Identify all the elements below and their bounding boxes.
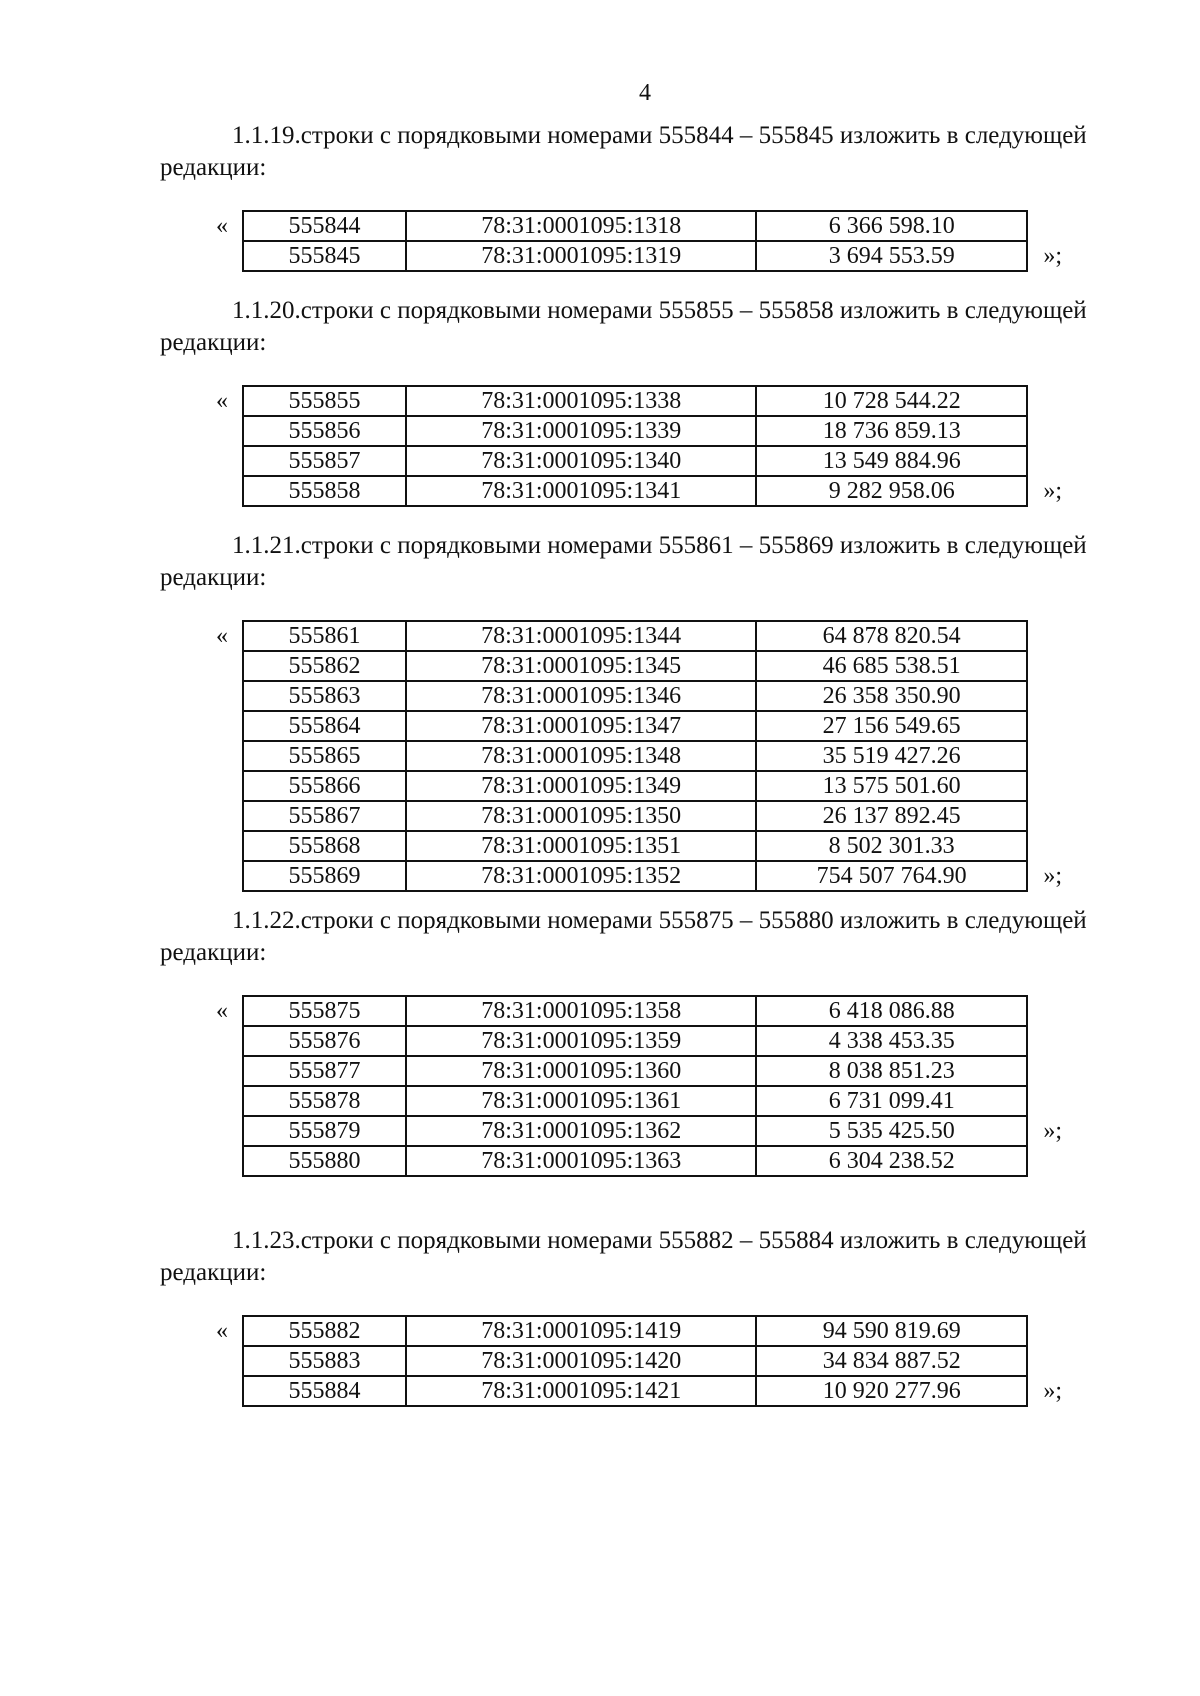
amendment-table-wrapper <box>216 385 1062 507</box>
table-row <box>243 386 1027 416</box>
table-row <box>243 621 1027 651</box>
row-number-cell: 555878 <box>243 1086 406 1116</box>
row-number-cell: 555884 <box>243 1376 406 1406</box>
row-number-cell: 555863 <box>243 681 406 711</box>
amendment-table-wrapper <box>216 210 1062 272</box>
value-cell: 754 507 764.90 <box>756 861 1027 891</box>
page-number: 4 <box>639 80 651 106</box>
cadastral-number-cell: 78:31:0001095:1360 <box>406 1056 756 1086</box>
section-heading: 1.1.21.строки с порядковыми номерами 555861 – 555869 изложить в следующей редакции: <box>160 532 1087 591</box>
row-number-cell: 555858 <box>243 476 406 506</box>
row-number-cell: 555864 <box>243 711 406 741</box>
value-cell: 26 137 892.45 <box>756 801 1027 831</box>
table-row <box>243 1086 1027 1116</box>
table-row <box>243 476 1027 506</box>
cadastral-number-cell: 78:31:0001095:1348 <box>406 741 756 771</box>
value-cell: 3 694 553.59 <box>756 241 1027 271</box>
cadastral-number-cell: 78:31:0001095:1349 <box>406 771 756 801</box>
value-cell: 6 366 598.10 <box>756 211 1027 241</box>
amendment-table-wrapper <box>216 1315 1062 1407</box>
row-number-cell: 555883 <box>243 1346 406 1376</box>
cadastral-number-cell: 78:31:0001095:1346 <box>406 681 756 711</box>
value-cell: 26 358 350.90 <box>756 681 1027 711</box>
value-cell: 6 418 086.88 <box>756 996 1027 1026</box>
amendment-section <box>160 530 1140 892</box>
close-quote: »; <box>1043 243 1062 269</box>
value-cell: 27 156 549.65 <box>756 711 1027 741</box>
amendment-section <box>160 120 1140 272</box>
table-row <box>243 1026 1027 1056</box>
row-number-cell: 555879 <box>243 1116 406 1146</box>
cadastral-number-cell: 78:31:0001095:1358 <box>406 996 756 1026</box>
table-row <box>243 681 1027 711</box>
open-quote: « <box>216 623 228 649</box>
table-row <box>243 801 1027 831</box>
row-number-cell: 555861 <box>243 621 406 651</box>
cadastral-number-cell: 78:31:0001095:1318 <box>406 211 756 241</box>
cadastral-number-cell: 78:31:0001095:1363 <box>406 1146 756 1176</box>
value-cell: 46 685 538.51 <box>756 651 1027 681</box>
value-cell: 10 728 544.22 <box>756 386 1027 416</box>
section-heading: 1.1.20.строки с порядковыми номерами 555855 – 555858 изложить в следующей редакции: <box>160 297 1087 356</box>
row-number-cell: 555856 <box>243 416 406 446</box>
amendment-section <box>160 905 1140 1177</box>
cadastral-number-cell: 78:31:0001095:1359 <box>406 1026 756 1056</box>
cadastral-number-cell: 78:31:0001095:1352 <box>406 861 756 891</box>
cadastral-number-cell: 78:31:0001095:1341 <box>406 476 756 506</box>
row-number-cell: 555875 <box>243 996 406 1026</box>
row-number-cell: 555845 <box>243 241 406 271</box>
close-quote: »; <box>1043 1118 1062 1144</box>
table-row <box>243 1376 1027 1406</box>
value-cell: 4 338 453.35 <box>756 1026 1027 1056</box>
value-cell: 35 519 427.26 <box>756 741 1027 771</box>
cadastral-number-cell: 78:31:0001095:1340 <box>406 446 756 476</box>
value-cell: 8 038 851.23 <box>756 1056 1027 1086</box>
table-row <box>243 1346 1027 1376</box>
row-number-cell: 555855 <box>243 386 406 416</box>
cadastral-number-cell: 78:31:0001095:1351 <box>406 831 756 861</box>
amendment-table <box>242 995 1028 1177</box>
cadastral-number-cell: 78:31:0001095:1345 <box>406 651 756 681</box>
cadastral-number-cell: 78:31:0001095:1319 <box>406 241 756 271</box>
table-row <box>243 241 1027 271</box>
cadastral-number-cell: 78:31:0001095:1344 <box>406 621 756 651</box>
cadastral-number-cell: 78:31:0001095:1361 <box>406 1086 756 1116</box>
row-number-cell: 555857 <box>243 446 406 476</box>
cadastral-number-cell: 78:31:0001095:1421 <box>406 1376 756 1406</box>
row-number-cell: 555880 <box>243 1146 406 1176</box>
open-quote: « <box>216 388 228 414</box>
cadastral-number-cell: 78:31:0001095:1420 <box>406 1346 756 1376</box>
amendment-table <box>242 620 1028 892</box>
row-number-cell: 555882 <box>243 1316 406 1346</box>
table-row <box>243 771 1027 801</box>
value-cell: 5 535 425.50 <box>756 1116 1027 1146</box>
amendment-section <box>160 295 1140 507</box>
row-number-cell: 555869 <box>243 861 406 891</box>
cadastral-number-cell: 78:31:0001095:1362 <box>406 1116 756 1146</box>
table-row <box>243 861 1027 891</box>
row-number-cell: 555862 <box>243 651 406 681</box>
row-number-cell: 555844 <box>243 211 406 241</box>
table-row <box>243 651 1027 681</box>
amendment-table-wrapper <box>216 995 1062 1177</box>
section-heading: 1.1.22.строки с порядковыми номерами 555875 – 555880 изложить в следующей редакции: <box>160 907 1087 966</box>
table-row <box>243 211 1027 241</box>
table-row <box>243 996 1027 1026</box>
value-cell: 94 590 819.69 <box>756 1316 1027 1346</box>
table-row <box>243 831 1027 861</box>
section-heading: 1.1.23.строки с порядковыми номерами 555882 – 555884 изложить в следующей редакции: <box>160 1227 1087 1286</box>
table-row <box>243 711 1027 741</box>
cadastral-number-cell: 78:31:0001095:1419 <box>406 1316 756 1346</box>
value-cell: 13 549 884.96 <box>756 446 1027 476</box>
cadastral-number-cell: 78:31:0001095:1350 <box>406 801 756 831</box>
value-cell: 9 282 958.06 <box>756 476 1027 506</box>
table-row <box>243 416 1027 446</box>
amendment-table <box>242 210 1028 272</box>
open-quote: « <box>216 998 228 1024</box>
value-cell: 64 878 820.54 <box>756 621 1027 651</box>
close-quote: »; <box>1043 1378 1062 1404</box>
row-number-cell: 555868 <box>243 831 406 861</box>
value-cell: 34 834 887.52 <box>756 1346 1027 1376</box>
row-number-cell: 555876 <box>243 1026 406 1056</box>
value-cell: 10 920 277.96 <box>756 1376 1027 1406</box>
row-number-cell: 555867 <box>243 801 406 831</box>
cadastral-number-cell: 78:31:0001095:1338 <box>406 386 756 416</box>
table-row <box>243 1056 1027 1086</box>
table-row <box>243 1316 1027 1346</box>
value-cell: 6 731 099.41 <box>756 1086 1027 1116</box>
open-quote: « <box>216 1318 228 1344</box>
amendment-table <box>242 385 1028 507</box>
close-quote: »; <box>1043 863 1062 889</box>
amendment-table <box>242 1315 1028 1407</box>
table-row <box>243 446 1027 476</box>
table-row <box>243 741 1027 771</box>
value-cell: 6 304 238.52 <box>756 1146 1027 1176</box>
table-row <box>243 1116 1027 1146</box>
cadastral-number-cell: 78:31:0001095:1347 <box>406 711 756 741</box>
value-cell: 13 575 501.60 <box>756 771 1027 801</box>
value-cell: 8 502 301.33 <box>756 831 1027 861</box>
cadastral-number-cell: 78:31:0001095:1339 <box>406 416 756 446</box>
close-quote: »; <box>1043 478 1062 504</box>
value-cell: 18 736 859.13 <box>756 416 1027 446</box>
row-number-cell: 555865 <box>243 741 406 771</box>
row-number-cell: 555866 <box>243 771 406 801</box>
table-row <box>243 1146 1027 1176</box>
amendment-table-wrapper <box>216 620 1062 892</box>
open-quote: « <box>216 213 228 239</box>
amendment-section <box>160 1225 1140 1407</box>
row-number-cell: 555877 <box>243 1056 406 1086</box>
section-heading: 1.1.19.строки с порядковыми номерами 555844 – 555845 изложить в следующей редакции: <box>160 122 1087 181</box>
